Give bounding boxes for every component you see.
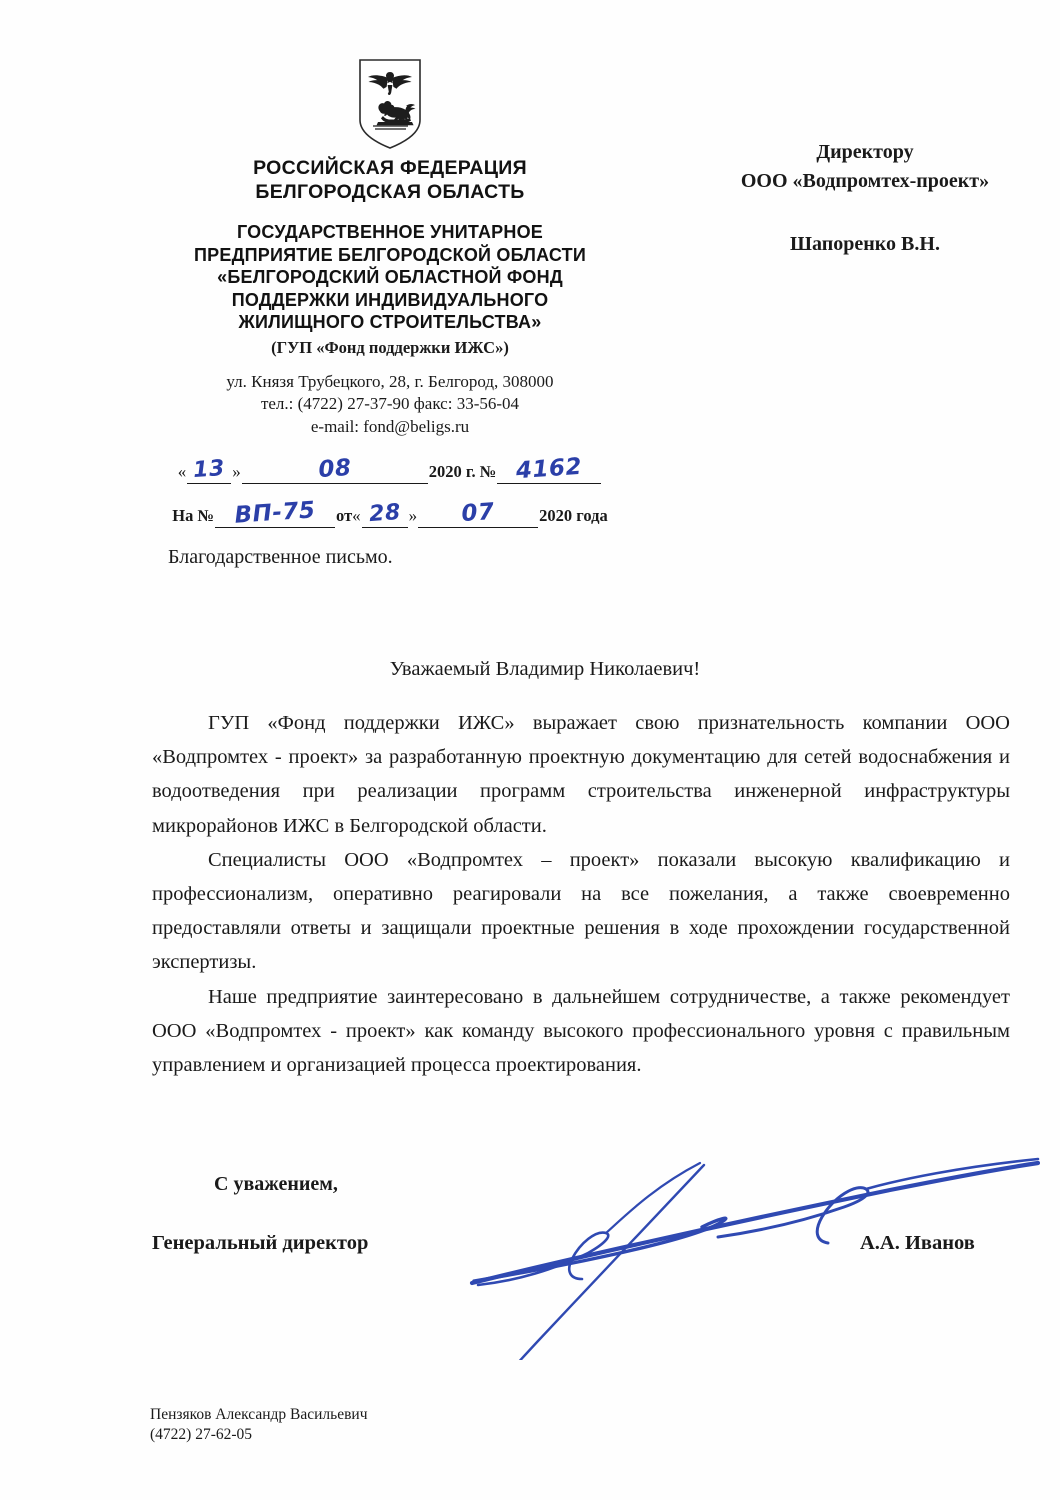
- incoming-label: На №: [172, 506, 215, 525]
- reference-area: [150, 450, 630, 528]
- from-label: от: [336, 506, 353, 525]
- belgorod-coat-of-arms-icon: [357, 58, 423, 150]
- incoming-day-blank: [362, 499, 408, 528]
- outgoing-month-handwritten: 08: [317, 454, 353, 484]
- incoming-quote-close: »: [408, 506, 418, 525]
- body-paragraph-2: Специалисты ООО «Водпромтех – проект» показали высокую квалификацию и профессионализм, оперативно реагировали на все пожелания, а также своевременно предоставляли ответы и защищали проектные решения в ходе прохождении государственной экспертизы.: [152, 848, 1010, 974]
- signature-title: Генеральный директор: [152, 1232, 369, 1254]
- executor-phone: (4722) 27-62-05: [150, 1426, 253, 1443]
- incoming-number-handwritten: ВП-75: [233, 497, 317, 529]
- address-line: ул. Князя Трубецкого, 28, г. Белгород, 308000: [226, 371, 554, 391]
- incoming-month-handwritten: 07: [460, 498, 496, 528]
- incoming-month-blank: [418, 498, 538, 528]
- incoming-day-handwritten: 28: [368, 499, 402, 528]
- addressee-company: ООО «Водпромтех-проект»: [740, 170, 990, 192]
- org-line-5: ЖИЛИЩНОГО СТРОИТЕЛЬСТВА»: [238, 312, 542, 332]
- body-paragraph-3: Наше предприятие заинтересовано в дальнейшем сотрудничестве, а также рекомендует ООО «Водпромтех - проект» как команду высокого профессионального уровня с правильным управлением и организацией процесса проектирования.: [152, 985, 1010, 1077]
- addressee-role: Директору: [816, 141, 914, 163]
- outgoing-day-blank: [187, 455, 231, 484]
- incoming-year-label: 2020 года: [539, 506, 608, 525]
- executor-footer: [150, 1405, 368, 1445]
- signature-name: А.А. Иванов: [860, 1232, 975, 1254]
- body-paragraph-1: ГУП «Фонд поддержки ИЖС» выражает свою признательность компании ООО «Водпромтех - проект» за разработанную проектную документацию для сетей водоснабжения и водоотведения при реализации программ строительства инженерной инфраструктуры микрорайонов ИЖС в Белгородской области.: [152, 712, 1010, 837]
- outgoing-number-blank: [497, 453, 601, 485]
- organization-name: [150, 221, 630, 334]
- executor-name: Пензяков Александр Васильевич: [150, 1406, 368, 1423]
- phone-line: тел.: (4722) 27-37-90 факс: 33-56-04: [260, 394, 520, 413]
- contact-block: [150, 371, 630, 439]
- org-line-2: ПРЕДПРИЯТИЕ БЕЛГОРОДСКОЙ ОБЛАСТИ: [194, 244, 586, 265]
- quote-close: »: [232, 462, 241, 481]
- org-line-1: ГОСУДАРСТВЕННОЕ УНИТАРНОЕ: [237, 222, 543, 242]
- addressee-block: [700, 138, 1030, 259]
- salutation: Уважаемый Владимир Николаевич!: [389, 658, 701, 680]
- region-line: БЕЛГОРОДСКАЯ ОБЛАСТЬ: [255, 181, 525, 203]
- letter-body: [152, 706, 1010, 1082]
- outgoing-month-blank: [242, 454, 428, 484]
- organization-short-name: (ГУП «Фонд поддержки ИЖС»): [271, 337, 509, 357]
- incoming-reference-line: [150, 494, 630, 528]
- document-subject: Благодарственное письмо.: [168, 546, 393, 568]
- email-line: e-mail: fond@beligs.ru: [310, 416, 470, 436]
- org-line-3: «БЕЛГОРОДСКИЙ ОБЛАСТНОЙ ФОНД: [217, 267, 563, 287]
- addressee-person: Шапоренко В.Н.: [790, 233, 940, 255]
- letterhead: [150, 58, 630, 528]
- incoming-quote-open: «: [352, 506, 361, 525]
- outgoing-day-handwritten: 13: [192, 455, 226, 484]
- outgoing-year-label: 2020 г. №: [428, 462, 497, 481]
- signature-regards: С уважением,: [214, 1173, 338, 1195]
- org-line-4: ПОДДЕРЖКИ ИНДИВИДУАЛЬНОГО: [231, 289, 549, 310]
- quote-open: «: [177, 462, 187, 481]
- outgoing-date-line: [150, 450, 630, 484]
- country-line: РОССИЙСКАЯ ФЕДЕРАЦИЯ: [253, 157, 527, 179]
- incoming-number-blank: [215, 497, 335, 529]
- outgoing-number-handwritten: 4162: [515, 453, 584, 485]
